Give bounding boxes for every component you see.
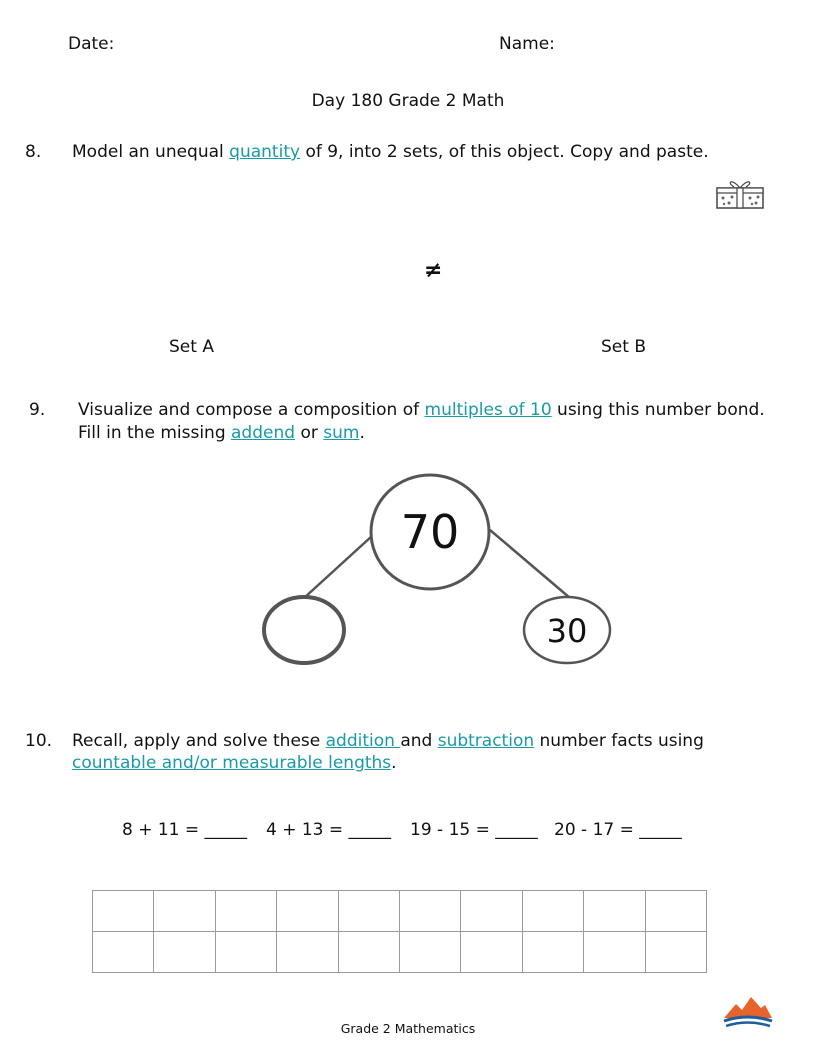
grid-row — [93, 891, 707, 932]
grid-cell[interactable] — [93, 932, 154, 973]
q9-link-multiples[interactable]: multiples of 10 — [424, 400, 552, 420]
grid-cell[interactable] — [584, 891, 645, 932]
q10-link-subtraction[interactable]: subtraction — [437, 731, 535, 751]
q10-line2-after: . — [391, 753, 397, 773]
equation-3[interactable]: 19 - 15 = _____ — [410, 820, 538, 840]
q10-line1-before: Recall, apply and solve these — [72, 731, 326, 751]
grid-cell[interactable] — [522, 891, 583, 932]
set-b-label: Set B — [601, 337, 646, 357]
grid-cell[interactable] — [461, 891, 522, 932]
q9-line1-before: Visualize and compose a composition of — [78, 400, 425, 420]
q8-text-after: of 9, into 2 sets, of this object. Copy and paste. — [300, 142, 709, 162]
equation-4[interactable]: 20 - 17 = _____ — [554, 820, 682, 840]
grid-cell[interactable] — [584, 932, 645, 973]
q9-link-addend[interactable]: addend — [231, 423, 296, 443]
q9-link-sum[interactable]: sum — [323, 423, 360, 443]
grid-cell[interactable] — [338, 891, 399, 932]
grid-cell[interactable] — [645, 891, 706, 932]
grid-cell[interactable] — [645, 932, 706, 973]
grid-cell[interactable] — [277, 891, 338, 932]
counting-grid — [92, 890, 707, 973]
q10-link-lengths[interactable]: countable and/or measurable lengths — [72, 753, 392, 773]
grid-cell[interactable] — [215, 932, 276, 973]
q10-line2 — [72, 752, 397, 774]
q9-line2-before: Fill in the missing — [78, 423, 232, 443]
equation-2[interactable]: 4 + 13 = _____ — [266, 820, 392, 840]
bond-connector-right — [490, 530, 570, 598]
grid-cell[interactable] — [522, 932, 583, 973]
bond-part-right-value: 30 — [546, 612, 588, 650]
bond-whole-value: 70 — [400, 505, 460, 559]
name-label: Name: — [499, 34, 555, 54]
set-a-label: Set A — [169, 337, 214, 357]
grid-cell[interactable] — [399, 932, 460, 973]
q9-line1-after: using this number bond. — [551, 400, 765, 420]
q9-line2-mid: or — [295, 423, 324, 443]
footer-text: Grade 2 Mathematics — [340, 1021, 476, 1036]
bond-connector-left — [304, 536, 372, 598]
not-equal-symbol: ≠ — [424, 258, 443, 283]
grid-cell[interactable] — [154, 891, 215, 932]
grid-row — [93, 932, 707, 973]
q9-line2-after: . — [359, 423, 365, 443]
q8-link-quantity[interactable]: quantity — [229, 142, 301, 162]
q9-number: 9. — [29, 400, 46, 420]
grid-cell[interactable] — [461, 932, 522, 973]
date-label: Date: — [68, 34, 115, 54]
q10-line1-mid: and — [400, 731, 438, 751]
q10-line1 — [72, 730, 704, 752]
grid-cell[interactable] — [93, 891, 154, 932]
grid-cell[interactable] — [338, 932, 399, 973]
equation-1[interactable]: 8 + 11 = _____ — [122, 820, 248, 840]
q8-number: 8. — [25, 142, 42, 162]
mountain-logo-icon — [720, 994, 774, 1030]
grid-cell[interactable] — [277, 932, 338, 973]
page-title: Day 180 Grade 2 Math — [311, 91, 505, 111]
bond-part-left-circle[interactable] — [264, 597, 344, 663]
q10-number: 10. — [25, 731, 53, 751]
q10-link-addition[interactable]: addition — [325, 731, 401, 751]
grid-cell[interactable] — [154, 932, 215, 973]
q10-line1-after: number facts using — [534, 731, 704, 751]
grid-cell[interactable] — [399, 891, 460, 932]
grid-cell[interactable] — [215, 891, 276, 932]
q8-text-before: Model an unequal — [72, 142, 230, 162]
